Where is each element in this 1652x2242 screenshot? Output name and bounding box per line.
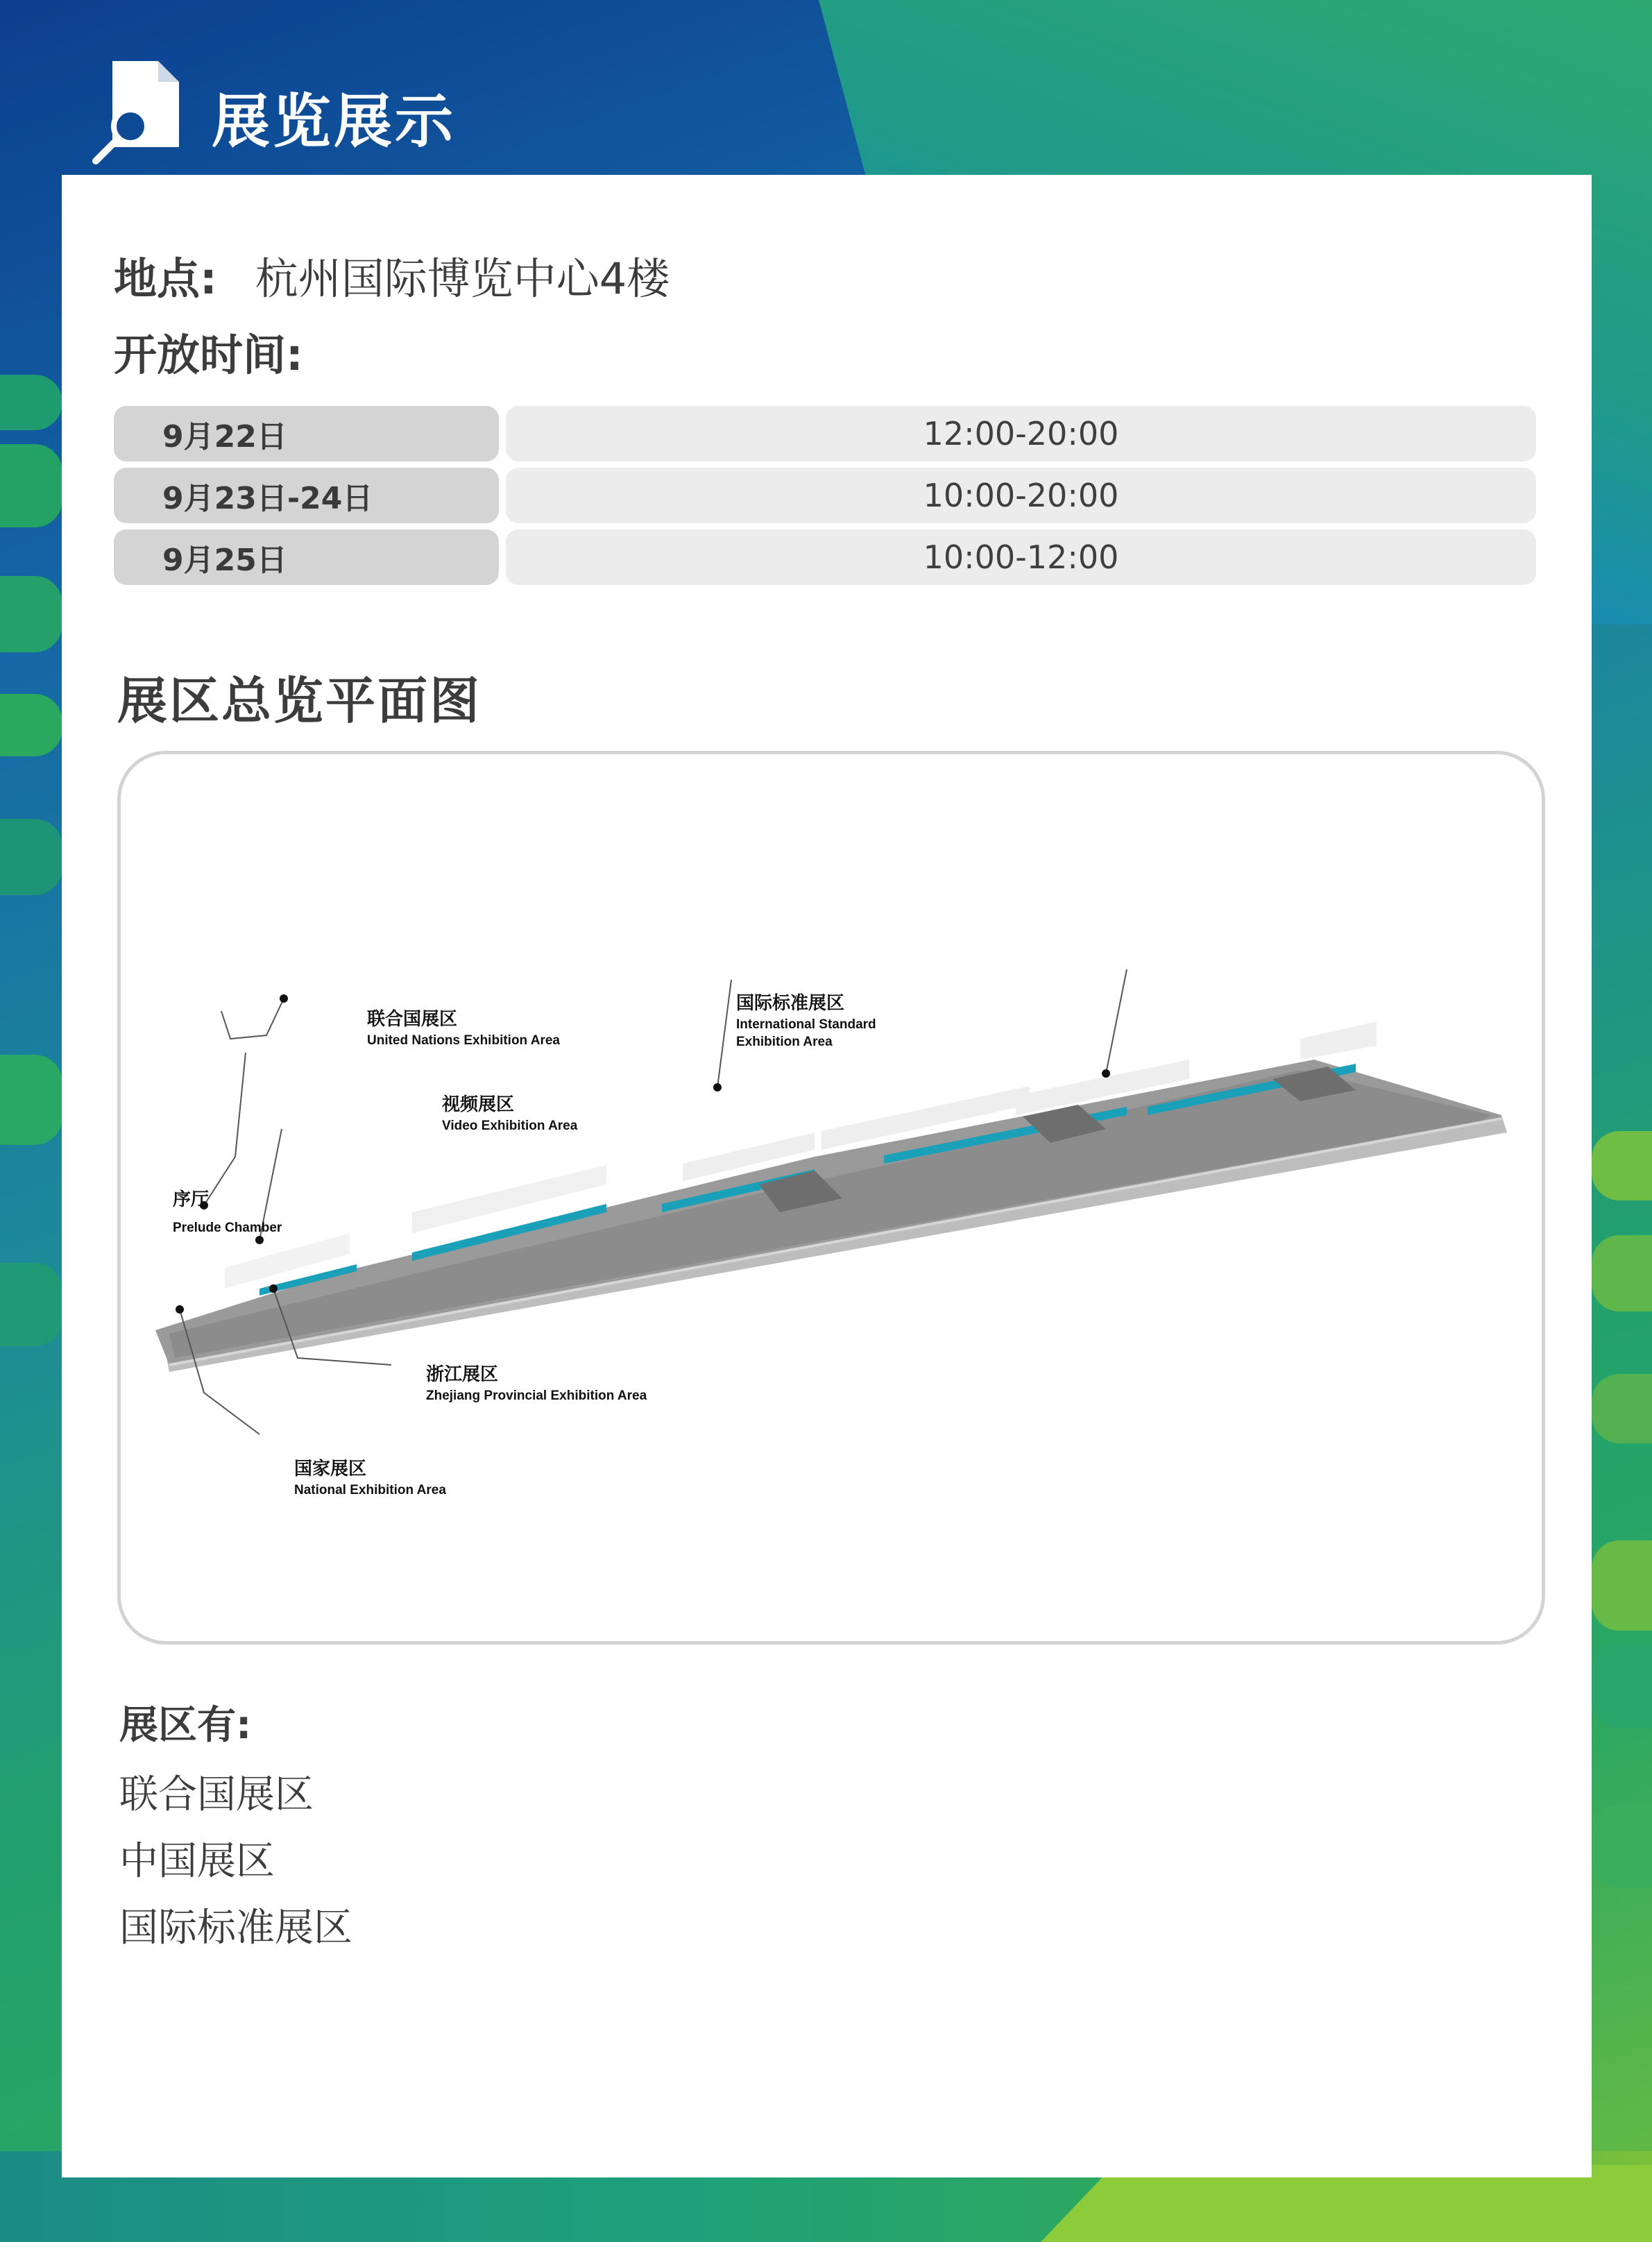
label-intl-en-2: Exhibition Area xyxy=(736,1035,833,1049)
location-value: 杭州国际博览中心4楼 xyxy=(255,253,670,304)
label-video-en: Video Exhibition Area xyxy=(442,1119,578,1133)
label-zj-cn: 浙江展区 xyxy=(426,1364,499,1384)
label-video-cn: 视频展区 xyxy=(442,1094,515,1114)
leader-line xyxy=(204,1053,246,1205)
area-item: 国际标准展区 xyxy=(119,1905,352,1951)
background-stripe xyxy=(0,694,62,756)
label-un-cn: 联合国展区 xyxy=(367,1008,458,1029)
floor-plan-illustration xyxy=(121,754,1549,1648)
label-zj-en: Zhejiang Provincial Exhibition Area xyxy=(426,1388,647,1403)
label-un-en: United Nations Exhibition Area xyxy=(367,1033,560,1048)
schedule-time: 10:00-12:00 xyxy=(506,529,1536,585)
background-stripe xyxy=(1592,1374,1652,1443)
floor-plan-title: 展区总览平面图 xyxy=(117,672,482,730)
background-stripe xyxy=(0,819,62,895)
background-stripe xyxy=(0,1263,62,1346)
label-intl-cn: 国际标准展区 xyxy=(736,992,845,1013)
schedule-date: 9月25日 xyxy=(114,529,499,585)
schedule-date: 9月22日 xyxy=(114,406,499,461)
background-stripe xyxy=(0,375,62,430)
background-stripe xyxy=(1592,1131,1652,1200)
location-dot xyxy=(176,1305,184,1314)
background-stripe xyxy=(1592,1645,1652,1728)
floor-plan-wall xyxy=(1300,1021,1377,1060)
label-prelude-en: Prelude Chamber xyxy=(173,1221,282,1235)
location-dot xyxy=(713,1083,722,1092)
content-card xyxy=(62,175,1592,2177)
schedule-date: 9月23日-24日 xyxy=(114,468,499,523)
leader-line xyxy=(717,980,731,1087)
background-stripe xyxy=(1592,1804,1652,1887)
location-dot xyxy=(255,1236,264,1244)
location-label: 地点: xyxy=(114,253,217,304)
background-stripe xyxy=(1592,1540,1652,1631)
schedule-row xyxy=(114,468,1536,523)
schedule-time: 12:00-20:00 xyxy=(506,406,1536,461)
page-title: 展览展示 xyxy=(212,87,457,155)
document-search-icon xyxy=(90,61,180,172)
label-national-cn: 国家展区 xyxy=(294,1458,367,1479)
area-item: 联合国展区 xyxy=(119,1772,314,1817)
label-prelude-cn: 序厅 xyxy=(173,1189,210,1209)
leader-line xyxy=(221,999,284,1039)
area-item: 中国展区 xyxy=(119,1839,275,1884)
leader-line xyxy=(1106,969,1127,1073)
schedule-row xyxy=(114,529,1536,585)
location-dot xyxy=(280,994,288,1003)
opening-hours-label: 开放时间: xyxy=(114,330,303,380)
background-stripe xyxy=(0,576,62,652)
floor-plan-walkway xyxy=(169,1070,1491,1358)
location-row xyxy=(114,244,670,306)
label-intl-en-1: International Standard xyxy=(736,1017,876,1032)
areas-label: 展区有: xyxy=(119,1703,252,1748)
location-dot xyxy=(269,1284,278,1293)
background-stripe xyxy=(0,444,62,527)
background-stripe xyxy=(0,1055,62,1145)
label-national-en: National Exhibition Area xyxy=(294,1483,446,1497)
page-header xyxy=(90,61,456,172)
schedule-row xyxy=(114,406,1536,461)
location-dot xyxy=(1102,1069,1110,1078)
schedule-table xyxy=(114,406,1536,591)
background-stripe xyxy=(1592,1235,1652,1311)
floor-plan-frame xyxy=(117,751,1545,1645)
schedule-time: 10:00-20:00 xyxy=(506,468,1536,523)
